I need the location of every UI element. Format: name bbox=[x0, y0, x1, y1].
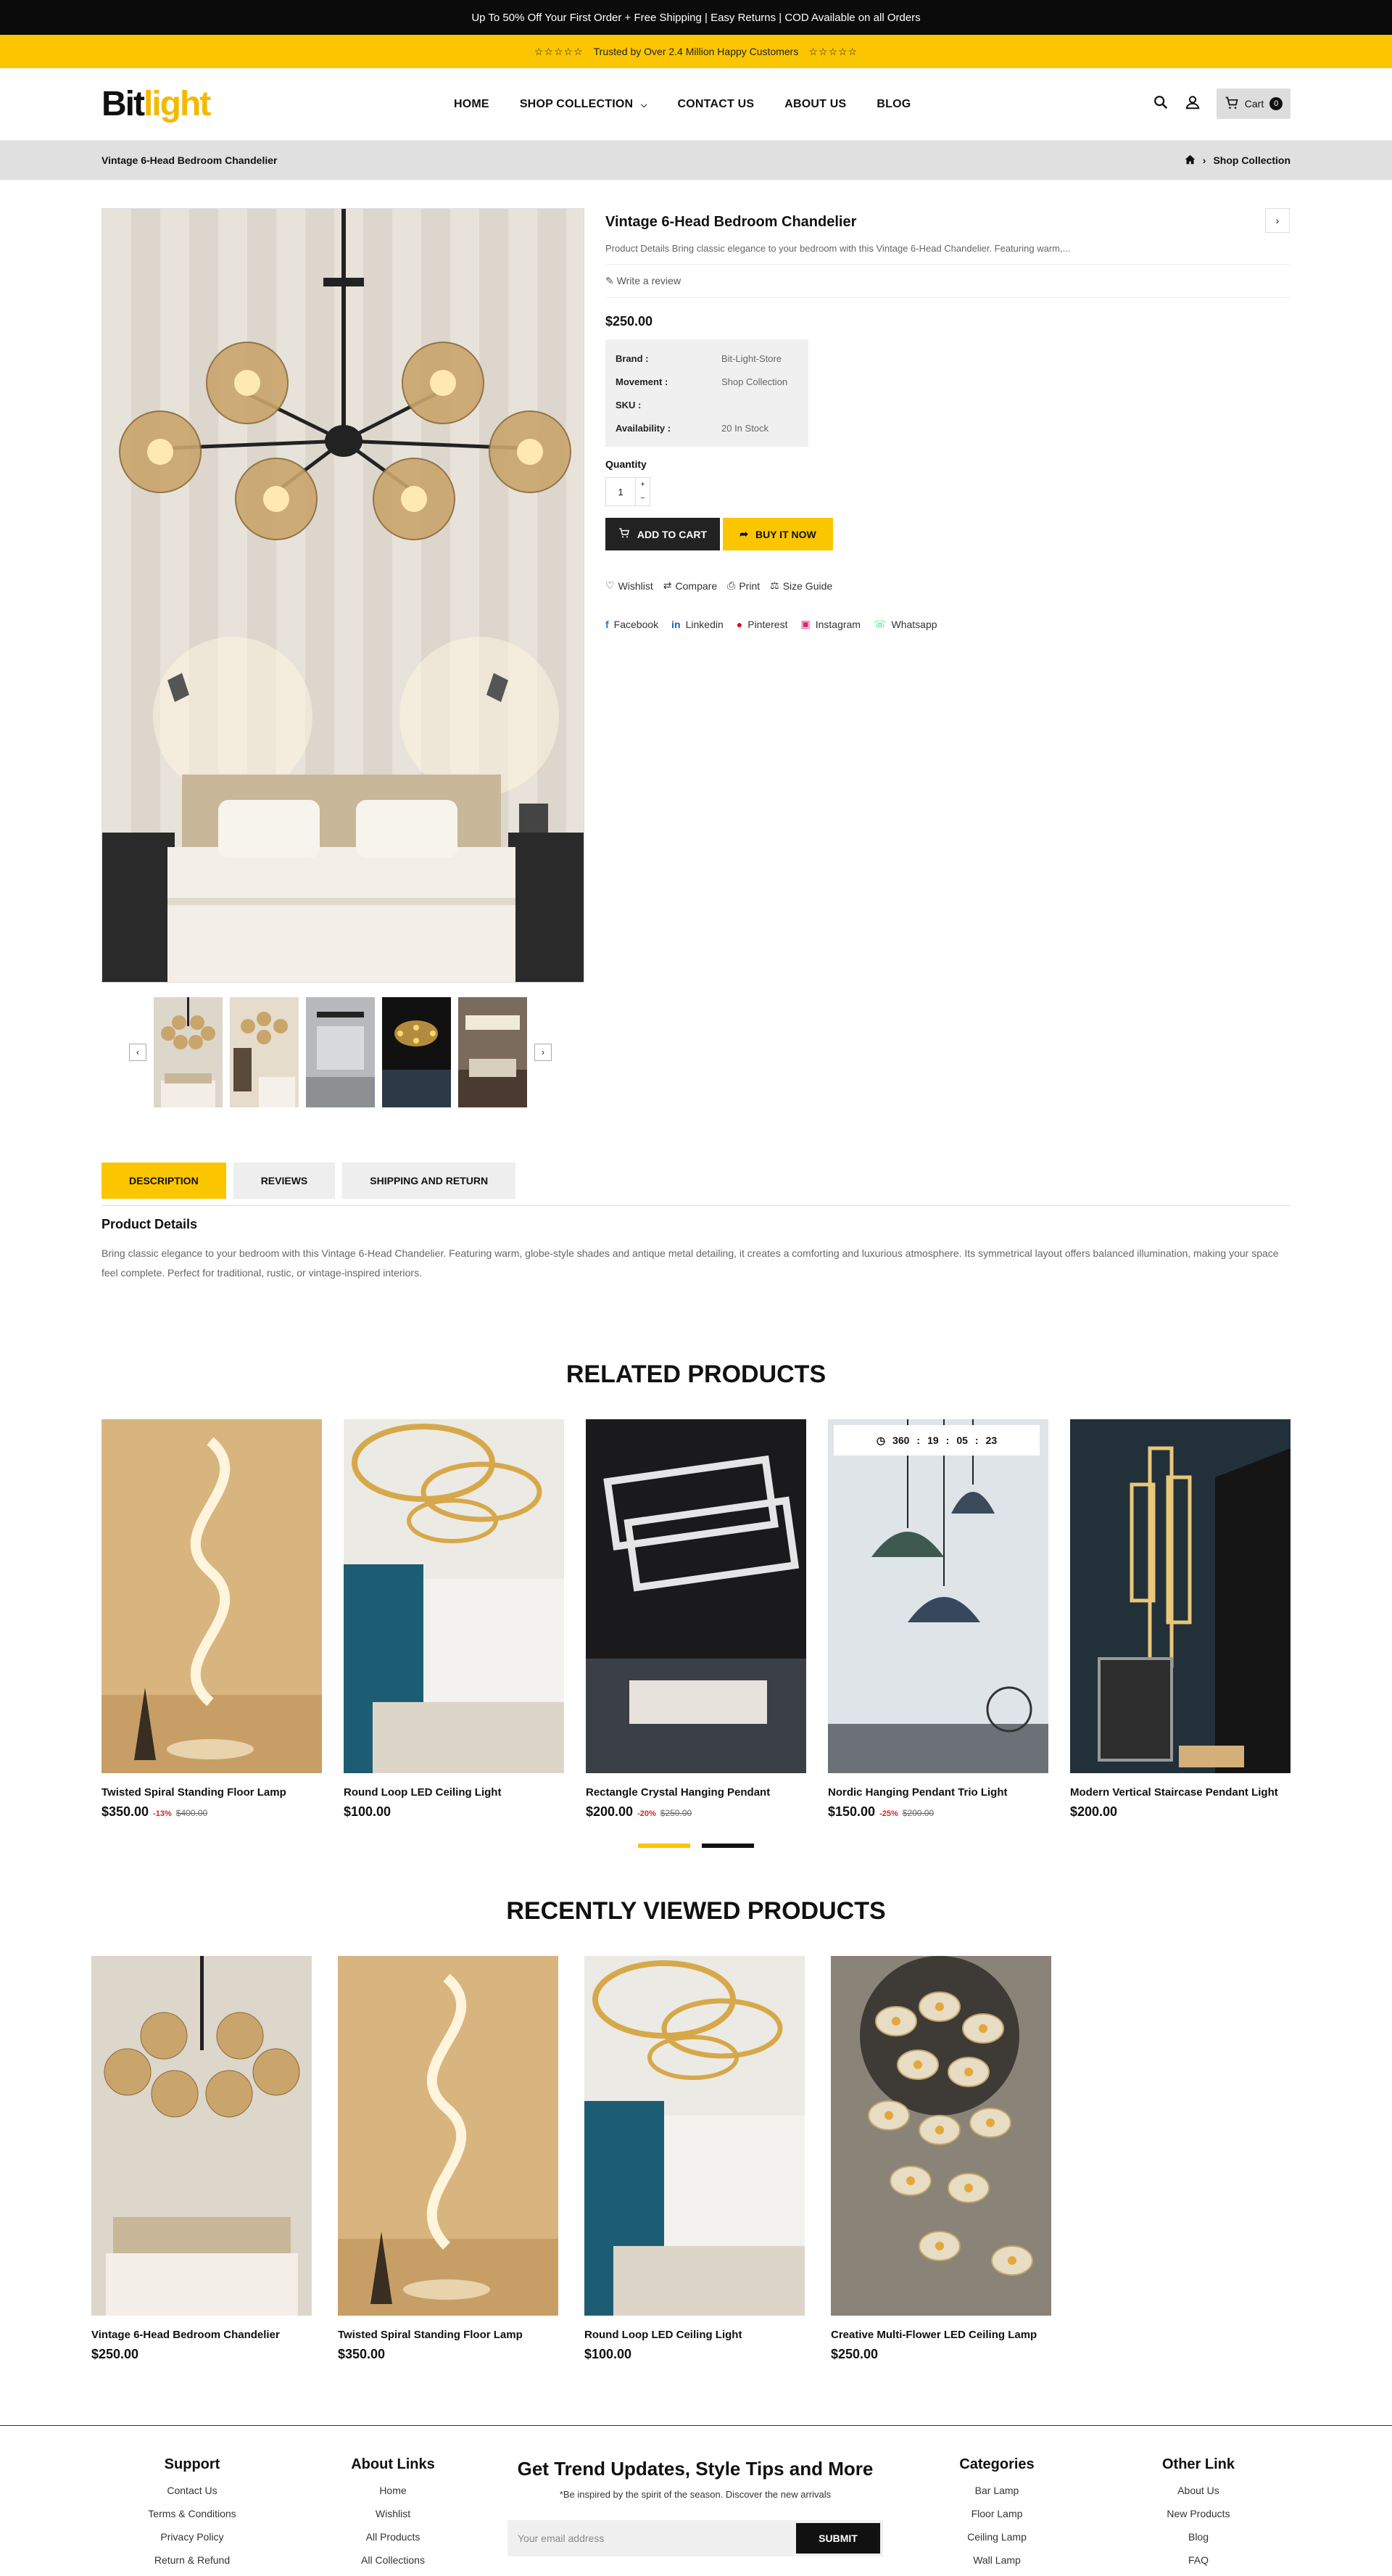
footer-link[interactable]: Home bbox=[379, 2485, 407, 2496]
footer-link[interactable]: Return & Refund bbox=[154, 2554, 231, 2566]
product-card[interactable] bbox=[102, 1419, 322, 1820]
product-card[interactable] bbox=[91, 1956, 312, 2362]
footer-heading: About Links bbox=[351, 2456, 435, 2472]
thumbnail-5[interactable] bbox=[458, 997, 527, 1107]
site-logo[interactable]: Bitlight bbox=[102, 85, 210, 123]
star-rating-icon: ☆☆☆☆☆ bbox=[534, 45, 584, 57]
buy-now-button[interactable]: ➦ BUY IT NOW bbox=[723, 518, 833, 550]
next-product-button[interactable] bbox=[1265, 208, 1290, 233]
footer-link[interactable]: Privacy Policy bbox=[160, 2531, 224, 2543]
thumbnail-3[interactable] bbox=[306, 997, 375, 1107]
product-price: $200.00 bbox=[1070, 1804, 1118, 1819]
footer-link[interactable]: Ceiling Lamp bbox=[967, 2531, 1027, 2543]
promo-text: Up To 50% Off Your First Order + Free Shipping | Easy Returns | COD Available on all Orders bbox=[471, 11, 921, 24]
clock-icon: ◷ bbox=[876, 1434, 886, 1446]
old-price: $200.00 bbox=[902, 1808, 935, 1818]
share-linkedin[interactable]: in Linkedin bbox=[671, 618, 724, 630]
instagram-icon: ▣ bbox=[800, 618, 811, 629]
product-price: $250.00 bbox=[605, 314, 653, 329]
header-icons bbox=[1153, 88, 1290, 119]
share-pinterest[interactable]: ● Pinterest bbox=[736, 618, 788, 630]
spec-row: SKU : bbox=[616, 399, 642, 410]
product-info bbox=[605, 208, 1290, 630]
footer-link[interactable]: About Us bbox=[1177, 2485, 1219, 2496]
ruler-icon: ⚖ bbox=[770, 579, 779, 591]
cart-label: Cart bbox=[1244, 98, 1264, 110]
quantity-stepper[interactable] bbox=[605, 477, 650, 506]
related-products bbox=[102, 1419, 1290, 1820]
product-price: $100.00 bbox=[344, 1804, 392, 1819]
recent-products bbox=[91, 1956, 1051, 2362]
product-price: $250.00 bbox=[831, 2347, 879, 2361]
product-price: $350.00 bbox=[102, 1804, 149, 1819]
print-icon: ⎙ bbox=[727, 579, 736, 591]
compare-link[interactable]: ⇄ Compare bbox=[663, 579, 718, 592]
main-nav bbox=[454, 68, 911, 141]
old-price: $250.00 bbox=[660, 1808, 692, 1818]
cart-button[interactable] bbox=[1217, 88, 1290, 119]
description-heading: Product Details bbox=[102, 1217, 198, 1231]
footer-link[interactable]: FAQ bbox=[1188, 2554, 1209, 2566]
product-tabs bbox=[102, 1163, 1290, 1206]
recent-heading: RECENTLY VIEWED PRODUCTS bbox=[506, 1897, 886, 1925]
old-price: $400.00 bbox=[175, 1808, 208, 1818]
discount-badge: -13% bbox=[153, 1809, 172, 1818]
share-facebook[interactable]: f Facebook bbox=[605, 618, 659, 630]
add-to-cart-button[interactable]: ADD TO CART bbox=[605, 518, 720, 550]
pencil-icon: ✎ bbox=[605, 275, 614, 286]
product-price: $350.00 bbox=[338, 2347, 386, 2361]
minus-icon[interactable]: − bbox=[640, 495, 645, 503]
quantity-label: Quantity bbox=[605, 458, 647, 470]
product-card[interactable] bbox=[1070, 1419, 1290, 1820]
product-name[interactable]: Round Loop LED Ceiling Light bbox=[344, 1786, 502, 1799]
tab-description[interactable]: DESCRIPTION bbox=[102, 1163, 226, 1199]
description-text: Bring classic elegance to your bedroom with this Vintage 6-Head Chandelier. Featuring warm, globe-style shades and antique metal detailing, it creates a comforting and luxurious atmosphere. Its symmetrical layout offers balanced illumination, making your space feel complete. Perfect for traditional, rustic, or vintage-inspired interiors. bbox=[102, 1247, 1279, 1279]
quantity-value[interactable]: 1 bbox=[618, 486, 624, 498]
footer-link[interactable]: Blog bbox=[1188, 2531, 1209, 2543]
cart-icon bbox=[1225, 96, 1239, 112]
footer-support bbox=[138, 2456, 246, 2566]
facebook-icon: f bbox=[605, 618, 609, 630]
spec-row: Movement : Shop Collection bbox=[616, 376, 788, 387]
nav-contact-us[interactable]: CONTACT US bbox=[677, 98, 755, 110]
discount-badge: -20% bbox=[637, 1809, 656, 1818]
footer-heading: Categories bbox=[959, 2456, 1035, 2472]
pinterest-icon: ● bbox=[736, 618, 743, 630]
product-price: $250.00 bbox=[91, 2347, 139, 2361]
product-title: Vintage 6-Head Bedroom Chandelier bbox=[605, 214, 857, 230]
product-short-desc: Product Details Bring classic elegance to your bedroom with this Vintage 6-Head Chandelier. Featuring warm,... bbox=[605, 243, 1290, 265]
thumbnail-4[interactable] bbox=[382, 997, 451, 1107]
product-card[interactable] bbox=[584, 1956, 805, 2362]
heart-icon: ♡ bbox=[605, 579, 615, 591]
site-header bbox=[0, 68, 1392, 141]
promo-bar bbox=[0, 0, 1392, 35]
breadcrumb-current: Vintage 6-Head Bedroom Chandelier bbox=[102, 154, 278, 166]
chevron-left-icon[interactable]: ‹ bbox=[129, 1044, 146, 1061]
nav-about-us[interactable]: ABOUT US bbox=[784, 98, 847, 110]
product-name[interactable]: Vintage 6-Head Bedroom Chandelier bbox=[91, 2329, 280, 2341]
spec-row: Brand : Bit-Light-Store bbox=[616, 352, 782, 364]
chevron-right-icon: › bbox=[1275, 215, 1280, 226]
cart-icon bbox=[618, 527, 630, 541]
footer-link[interactable]: Bar Lamp bbox=[974, 2485, 1019, 2496]
footer-link[interactable]: Contact Us bbox=[167, 2485, 218, 2496]
print-link[interactable]: ⎙ Print bbox=[727, 579, 761, 592]
spec-row: Availability : 20 In Stock bbox=[616, 422, 769, 434]
linkedin-icon: in bbox=[671, 618, 681, 630]
product-name[interactable]: Modern Vertical Staircase Pendant Light bbox=[1070, 1786, 1278, 1799]
newsletter bbox=[508, 2458, 883, 2556]
footer-link[interactable]: New Products bbox=[1167, 2508, 1230, 2519]
size-guide-link[interactable]: ⚖ Size Guide bbox=[770, 579, 833, 592]
cart-count-badge: 0 bbox=[1269, 97, 1283, 110]
footer-link[interactable]: Wall Lamp bbox=[973, 2554, 1021, 2566]
product-name[interactable]: Round Loop LED Ceiling Light bbox=[584, 2329, 742, 2341]
trust-bar bbox=[0, 35, 1392, 68]
whatsapp-icon: ☏ bbox=[873, 618, 887, 629]
carousel-pagination bbox=[638, 1844, 754, 1848]
thumbnail-2[interactable] bbox=[230, 997, 299, 1107]
breadcrumb-parent[interactable]: Shop Collection bbox=[1213, 154, 1290, 166]
product-name[interactable]: Twisted Spiral Standing Floor Lamp bbox=[338, 2329, 523, 2341]
email-field[interactable]: Your email address bbox=[518, 2532, 605, 2544]
share-arrow-icon: ➦ bbox=[740, 528, 748, 540]
wishlist-link[interactable]: ♡ Wishlist bbox=[605, 579, 653, 592]
footer-other-links bbox=[1138, 2456, 1259, 2566]
carousel-dot-2[interactable] bbox=[702, 1844, 754, 1848]
breadcrumb bbox=[0, 141, 1392, 180]
product-name[interactable]: Twisted Spiral Standing Floor Lamp bbox=[102, 1786, 286, 1799]
newsletter-title: Get Trend Updates, Style Tips and More bbox=[517, 2458, 874, 2480]
related-heading: RELATED PRODUCTS bbox=[566, 1361, 826, 1388]
product-specs bbox=[605, 339, 808, 447]
footer-link[interactable]: All Products bbox=[365, 2531, 420, 2543]
countdown-timer: ◷ 360 : 19 : 05 : 23 bbox=[834, 1425, 1040, 1456]
chevron-down-icon: ⌵ bbox=[640, 101, 647, 110]
product-name[interactable]: Creative Multi-Flower LED Ceiling Lamp bbox=[831, 2329, 1037, 2341]
product-card[interactable] bbox=[831, 1956, 1051, 2362]
footer-link[interactable]: Floor Lamp bbox=[971, 2508, 1023, 2519]
footer-link[interactable]: Wishlist bbox=[375, 2508, 411, 2519]
thumbnail-strip bbox=[129, 997, 554, 1107]
share-whatsapp[interactable]: ☏ Whatsapp bbox=[873, 618, 937, 630]
footer-about bbox=[335, 2456, 451, 2566]
search-icon[interactable] bbox=[1153, 94, 1169, 114]
nav-blog[interactable]: BLOG bbox=[877, 98, 911, 110]
product-card[interactable] bbox=[344, 1419, 564, 1820]
share-instagram[interactable]: ▣ Instagram bbox=[800, 618, 861, 630]
discount-badge: -25% bbox=[879, 1809, 898, 1818]
chevron-right-icon[interactable]: › bbox=[534, 1044, 552, 1061]
product-price: $100.00 bbox=[584, 2347, 632, 2361]
newsletter-subtitle: *Be inspired by the spirit of the season. Discover the new arrivals bbox=[559, 2489, 832, 2500]
product-name[interactable]: Nordic Hanging Pendant Trio Light bbox=[828, 1786, 1008, 1799]
user-icon[interactable] bbox=[1185, 94, 1201, 114]
product-price: $150.00 bbox=[828, 1804, 876, 1819]
thumbnail-1[interactable] bbox=[154, 997, 223, 1107]
product-card[interactable] bbox=[586, 1419, 806, 1820]
description-panel bbox=[102, 1217, 1290, 1283]
product-main-image[interactable] bbox=[102, 208, 584, 983]
carousel-dot-1[interactable] bbox=[638, 1844, 690, 1848]
compare-icon: ⇄ bbox=[663, 579, 672, 591]
trust-text: Trusted by Over 2.4 Million Happy Customers bbox=[593, 46, 799, 57]
submit-button[interactable]: SUBMIT bbox=[796, 2523, 880, 2554]
nav-shop-collection[interactable]: SHOP COLLECTION ⌵ bbox=[519, 98, 647, 110]
footer-heading: Other Link bbox=[1161, 2456, 1235, 2472]
footer-heading: Support bbox=[164, 2456, 220, 2472]
footer-link[interactable]: Terms & Conditions bbox=[148, 2508, 236, 2519]
plus-icon[interactable]: + bbox=[640, 481, 645, 489]
product-card[interactable] bbox=[828, 1419, 1048, 1820]
product-card[interactable] bbox=[338, 1956, 558, 2362]
tab-reviews[interactable]: REVIEWS bbox=[233, 1163, 336, 1199]
home-icon[interactable] bbox=[1185, 154, 1196, 167]
nav-home[interactable]: HOME bbox=[454, 98, 489, 110]
chevron-right-icon: › bbox=[1202, 154, 1206, 166]
footer-link[interactable]: All Collections bbox=[361, 2554, 425, 2566]
site-footer bbox=[0, 2425, 1392, 2576]
star-rating-icon: ☆☆☆☆☆ bbox=[808, 45, 858, 57]
write-review-link[interactable]: ✎ Write a review bbox=[605, 275, 1290, 298]
tab-shipping-return[interactable]: SHIPPING AND RETURN bbox=[342, 1163, 515, 1199]
footer-categories bbox=[942, 2456, 1051, 2566]
product-price: $200.00 bbox=[586, 1804, 634, 1819]
product-name[interactable]: Rectangle Crystal Hanging Pendant bbox=[586, 1786, 771, 1799]
